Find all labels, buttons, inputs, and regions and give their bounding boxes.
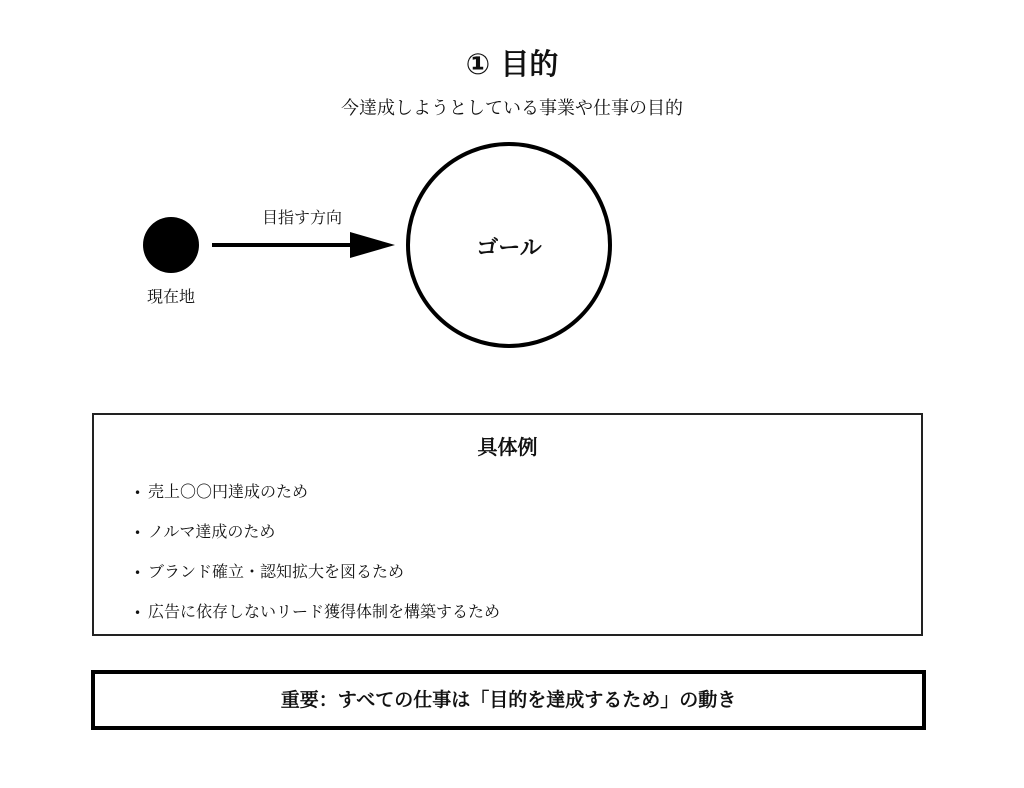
direction-arrow-head <box>350 232 395 258</box>
list-item <box>134 561 500 584</box>
list-item-text: ブランド確立・認知拡大を図るため <box>148 562 405 581</box>
list-item <box>134 601 500 624</box>
list-item-text: 売上〇〇円達成のため <box>148 482 309 501</box>
bullet-icon: • <box>134 566 142 580</box>
list-item-text: ノルマ達成のため <box>148 522 276 541</box>
page-title: ① 目的 <box>465 47 559 81</box>
current-position-label: 現在地 <box>146 287 196 306</box>
list-item-text: 広告に依存しないリード獲得体制を構築するため <box>148 602 501 621</box>
goal-label: ゴール <box>476 236 542 261</box>
examples-list <box>134 481 500 641</box>
direction-label: 目指す方向 <box>261 208 343 227</box>
bullet-icon: • <box>134 486 142 500</box>
list-item <box>134 481 500 504</box>
bullet-icon: • <box>134 606 142 620</box>
current-position-dot <box>143 217 199 273</box>
examples-box <box>92 413 923 636</box>
important-note-box <box>91 670 926 730</box>
bullet-icon: • <box>134 526 142 540</box>
examples-heading: 具体例 <box>477 435 538 459</box>
important-note-text: 重要：すべての仕事は「目的を達成するため」の動き <box>280 689 737 711</box>
list-item <box>134 521 500 544</box>
page-subtitle: 今達成しようとしている事業や仕事の目的 <box>341 98 683 119</box>
